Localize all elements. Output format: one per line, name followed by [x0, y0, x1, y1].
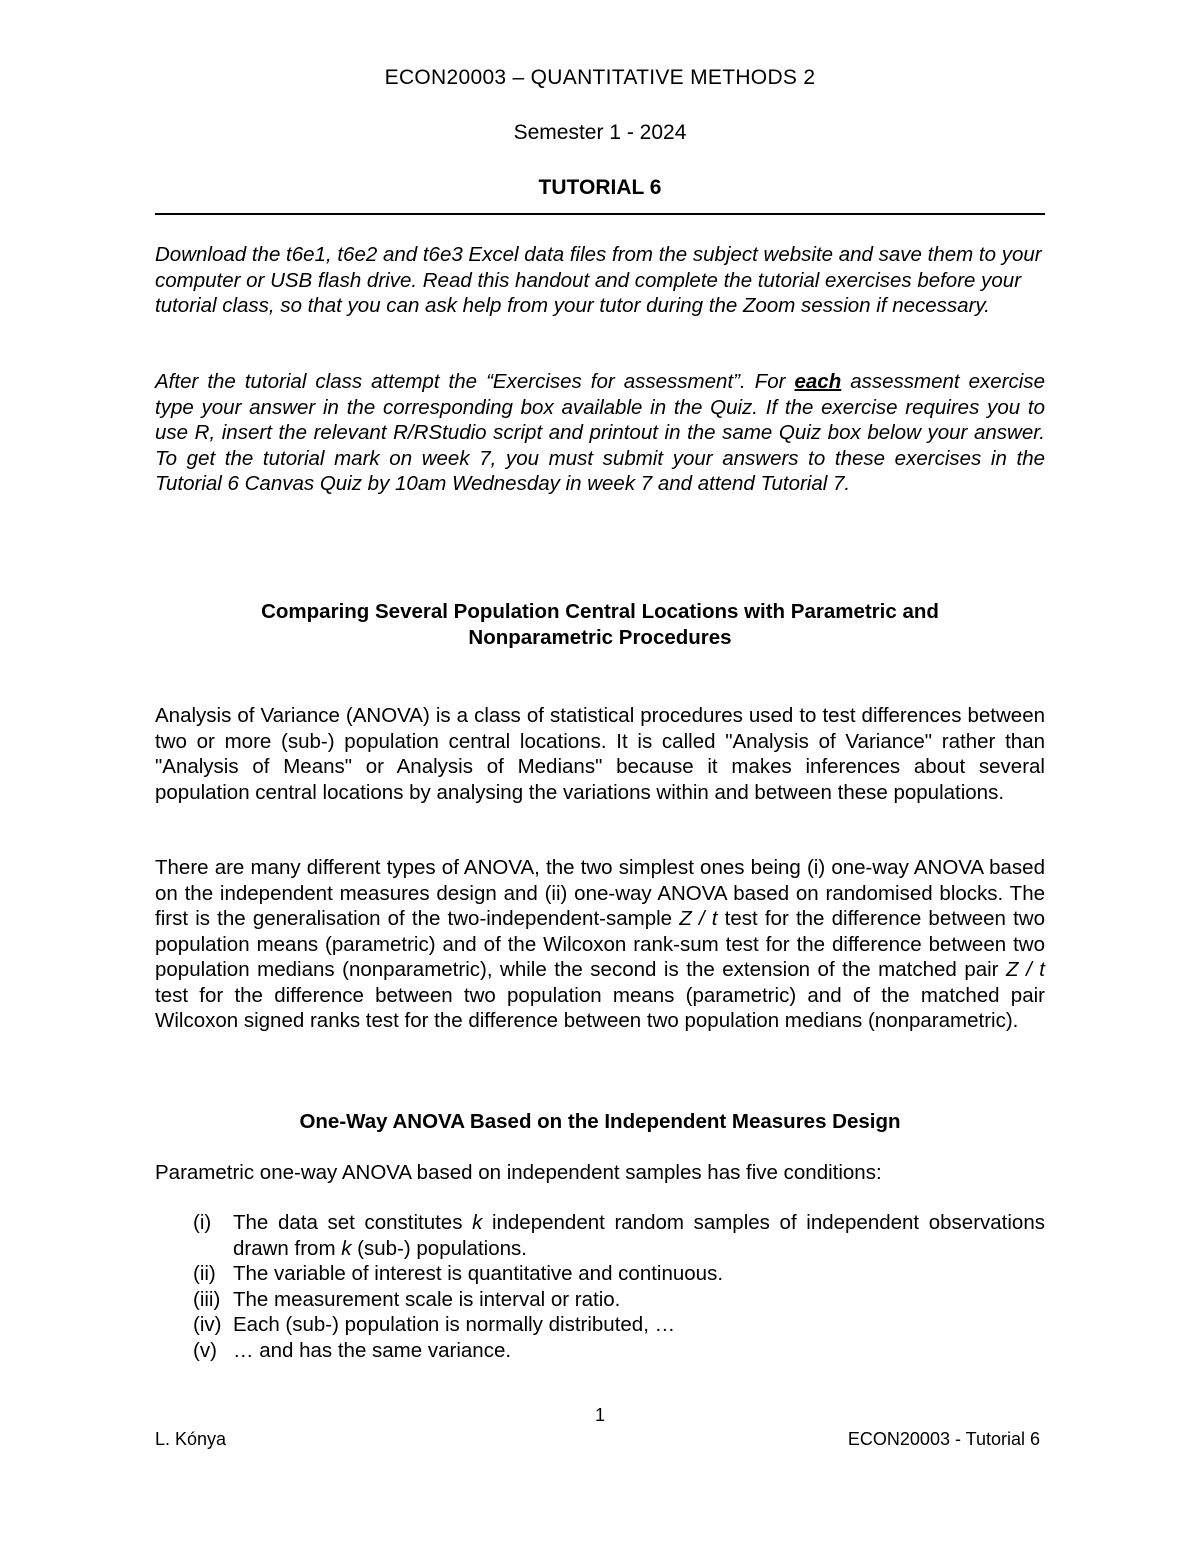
- z-t-symbol: Z / t: [679, 907, 718, 930]
- list-item-text: [233, 1210, 1045, 1261]
- list-item: [193, 1210, 1045, 1261]
- list-item-number: (v): [193, 1338, 217, 1362]
- intro-text-start: After the tutorial class attempt the “Exercises for assessment”. For: [155, 370, 795, 393]
- list-item: [193, 1287, 1045, 1313]
- list-item: [193, 1261, 1045, 1287]
- list-item-text: Each (sub-) population is normally distributed, …: [233, 1313, 676, 1336]
- section-heading-comparing: [155, 599, 1045, 650]
- types-text-c: test for the difference between two population means (parametric) and of the Wilcoxon rank-sum test for the difference between two population medians (nonparametric), while the second is the extension of the matched pair: [155, 907, 1046, 981]
- anova-definition-paragraph: Analysis of Variance (ANOVA) is a class of statistical procedures used to test differences between two or more (sub-) population central locations. It is called "Analysis of Variance" rather than "Analysis of Means" or Analysis of Medians" because it makes inferences about several population central locations by analysing the variations within and between these populations.: [155, 704, 1045, 804]
- list-item-number: (ii): [193, 1262, 216, 1285]
- title-divider: [155, 213, 1045, 215]
- intro-text-end: assessment exercise type your answer in the corresponding box available in the Quiz. If the exercise requires you to use R, insert the relevant R/RStudio script and printout in the same Quiz box below your answer. To get the tutorial mark on week 7, you must submit your answers to these exercises in the Tutorial 6 Canvas Quiz by 10am Wednesday in week 7 and attend Tutorial 7.: [155, 370, 1045, 495]
- list-item-text: The measurement scale is interval or ratio.: [233, 1287, 621, 1311]
- types-text-a: There are many different types of ANOVA, the two simplest ones being (i) one-way ANOVA based on the independent measures design and (ii) one-way ANOVA based on randomised blocks. The first is the generalisation of the two-independent-sample: [155, 856, 1045, 930]
- list-item-number: (iv): [193, 1313, 222, 1336]
- types-text-e: test for the difference between two population means (parametric) and of the matched pair Wilcoxon signed ranks test for the difference between two population medians (nonparametric).: [155, 983, 1045, 1032]
- list-item: [193, 1312, 1045, 1338]
- footer-doc-label: ECON20003 - Tutorial 6: [847, 1429, 1040, 1449]
- k-symbol: k: [472, 1211, 483, 1234]
- page-number: 1: [594, 1405, 605, 1425]
- condition-text-c: (sub-) populations.: [351, 1236, 527, 1260]
- condition-text-a: The data set constitutes: [233, 1211, 473, 1234]
- intro-paragraph-download: Download the t6e1, t6e2 and t6e3 Excel data files from the subject website and save them to your computer or USB flash drive. Read this handout and complete the tutorial exercises before your tutorial class, so that you can ask help from your tutor during the Zoom session if necessary.: [155, 243, 1042, 317]
- tutorial-title: TUTORIAL 6: [538, 176, 662, 199]
- conditions-intro: Parametric one-way ANOVA based on independent samples has five conditions:: [155, 1161, 882, 1184]
- conditions-list: [193, 1210, 1045, 1363]
- condition-text-b: independent random samples of independent observations drawn from: [233, 1211, 1045, 1260]
- section-heading-one-way-anova: One-Way ANOVA Based on the Independent Measures Design: [299, 1110, 901, 1133]
- list-item-text: … and has the same variance.: [233, 1338, 512, 1362]
- intro-paragraph-assessment: [155, 369, 1045, 497]
- semester-label: Semester 1 - 2024: [513, 121, 687, 144]
- emphasis-each: each: [794, 370, 842, 393]
- footer-author: L. Kónya: [155, 1429, 227, 1449]
- list-item: [193, 1338, 1045, 1364]
- z-t-symbol: Z / t: [1006, 958, 1046, 981]
- section-heading-line2: Nonparametric Procedures: [468, 625, 732, 649]
- section-heading-line1: Comparing Several Population Central Locations with Parametric and: [261, 600, 939, 623]
- list-item-text: The variable of interest is quantitative and continuous.: [233, 1262, 724, 1285]
- list-item-number: (iii): [193, 1287, 221, 1311]
- list-item-number: (i): [193, 1211, 212, 1234]
- k-symbol: k: [341, 1236, 352, 1260]
- course-title: ECON20003 – QUANTITATIVE METHODS 2: [384, 66, 816, 89]
- anova-types-paragraph: [155, 855, 1045, 1034]
